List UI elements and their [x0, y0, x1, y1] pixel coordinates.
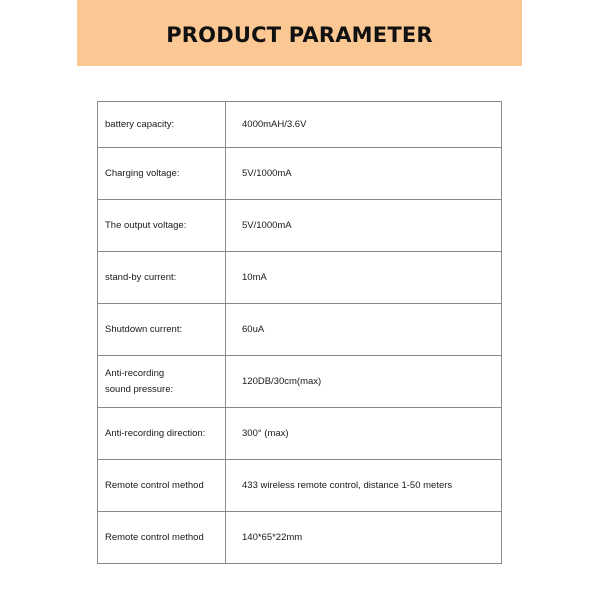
parameter-label-text: battery capacity: — [105, 118, 175, 130]
parameter-label-text: Remote control method — [105, 531, 204, 543]
parameter-label — [98, 252, 226, 304]
parameter-label-text: The output voltage: — [105, 219, 187, 231]
table-row — [98, 252, 502, 304]
parameter-label — [98, 356, 226, 408]
parameter-value: 5V/1000mA — [226, 148, 502, 200]
parameter-value: 5V/1000mA — [226, 200, 502, 252]
table-row — [98, 408, 502, 460]
parameter-label — [98, 200, 226, 252]
parameter-value: 60uA — [226, 304, 502, 356]
page-title: PRODUCT PARAMETER — [166, 23, 433, 47]
parameter-label-text: Charging voltage: — [105, 167, 180, 179]
parameter-label — [98, 460, 226, 512]
parameter-value: 10mA — [226, 252, 502, 304]
parameter-value: 140*65*22mm — [226, 512, 502, 564]
table-row — [98, 356, 502, 408]
header-banner — [77, 0, 522, 66]
parameter-label-text: Anti-recording sound pressure: — [105, 367, 174, 395]
table-row — [98, 512, 502, 564]
product-parameter-table — [97, 101, 502, 564]
parameter-value: 120DB/30cm(max) — [226, 356, 502, 408]
table-row — [98, 304, 502, 356]
parameter-label-text: stand-by current: — [105, 271, 177, 283]
table-row — [98, 148, 502, 200]
table-row — [98, 460, 502, 512]
parameter-label — [98, 304, 226, 356]
parameter-label-text: Anti-recording direction: — [105, 427, 206, 439]
parameter-label — [98, 512, 226, 564]
parameter-label — [98, 408, 226, 460]
table-row — [98, 200, 502, 252]
parameter-label-text: Remote control method — [105, 479, 204, 491]
parameter-label — [98, 148, 226, 200]
parameter-value: 300° (max) — [226, 408, 502, 460]
table-row — [98, 102, 502, 148]
parameter-value: 433 wireless remote control, distance 1-50 meters — [226, 460, 502, 512]
parameter-label-text: Shutdown current: — [105, 323, 183, 335]
parameter-value: 4000mAH/3.6V — [226, 102, 502, 148]
parameter-label — [98, 102, 226, 148]
